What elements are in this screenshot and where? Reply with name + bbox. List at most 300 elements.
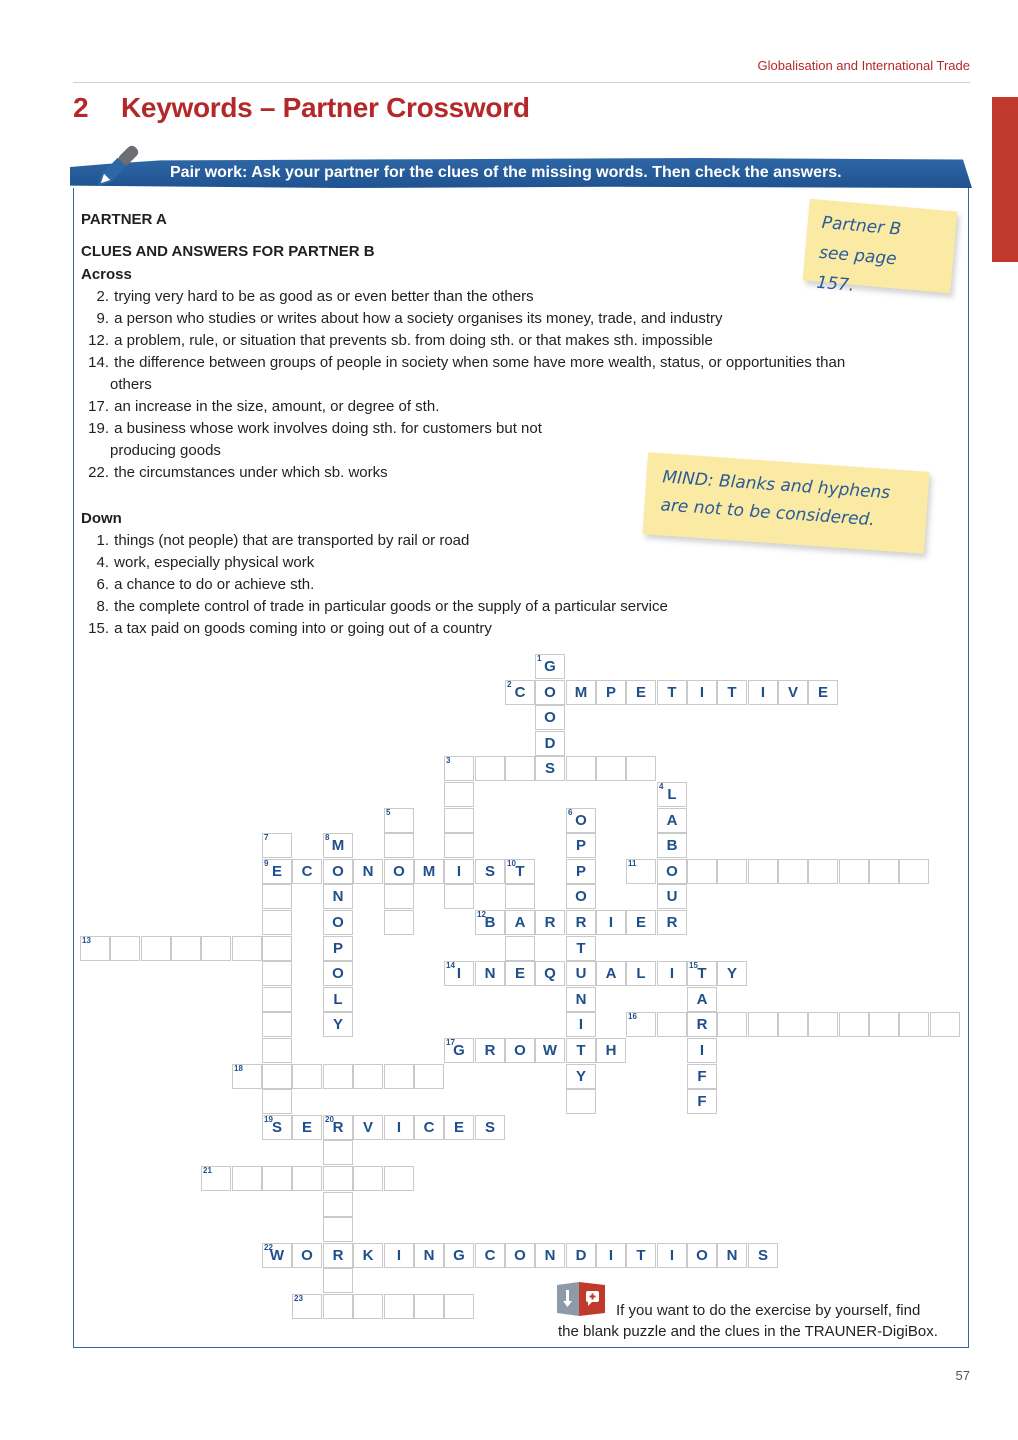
crossword-cell[interactable] xyxy=(748,1012,778,1037)
cell-number: 6 xyxy=(568,808,573,817)
cell-letter: I xyxy=(578,1016,584,1033)
crossword-cell[interactable] xyxy=(414,1294,444,1319)
crossword-cell[interactable] xyxy=(535,910,565,935)
crossword-cell[interactable] xyxy=(566,910,596,935)
crossword-cell[interactable] xyxy=(566,961,596,986)
cell-number: 15 xyxy=(689,961,698,970)
crossword-cell[interactable] xyxy=(535,680,565,705)
cell-letter: M xyxy=(574,684,588,701)
cell-letter: Y xyxy=(332,1016,343,1033)
cell-letter: T xyxy=(667,684,677,701)
crossword-cell[interactable] xyxy=(566,756,596,781)
crossword-cell[interactable] xyxy=(626,1012,656,1037)
clue-number: 19. xyxy=(88,420,109,437)
crossword-cell[interactable] xyxy=(323,1012,353,1037)
crossword-cell[interactable] xyxy=(505,1243,535,1268)
crossword-cell[interactable] xyxy=(535,961,565,986)
crossword-cell[interactable] xyxy=(353,859,383,884)
crossword-cell[interactable] xyxy=(626,680,656,705)
section-number: 2 xyxy=(73,92,89,123)
down-heading: Down xyxy=(81,510,122,527)
cell-letter: B xyxy=(484,914,496,931)
cell-letter: O xyxy=(332,965,344,982)
crossword-cell[interactable] xyxy=(444,808,474,833)
crossword-cell[interactable] xyxy=(505,680,535,705)
crossword-cell[interactable] xyxy=(292,1115,322,1140)
crossword-cell[interactable] xyxy=(596,1038,626,1063)
cell-letter: O xyxy=(575,812,587,829)
clue-text: a person who studies or writes about how a society organises its money, trade, and industry xyxy=(110,310,723,327)
clue-number: 12. xyxy=(88,332,109,349)
partner-label: PARTNER A xyxy=(81,211,167,228)
crossword-cell[interactable] xyxy=(353,1243,383,1268)
clue-item xyxy=(81,552,941,574)
crossword-cell[interactable] xyxy=(262,859,292,884)
clue-text: the circumstances under which sb. works xyxy=(110,464,388,481)
crossword-cell[interactable] xyxy=(657,884,687,909)
clue-number: 15. xyxy=(88,620,109,637)
crossword-cell[interactable] xyxy=(384,859,414,884)
crossword-cell[interactable] xyxy=(596,1243,626,1268)
crossword-cell[interactable] xyxy=(505,859,535,884)
crossword-cell[interactable] xyxy=(323,859,353,884)
running-head: Globalisation and International Trade xyxy=(757,58,970,73)
cell-letter: I xyxy=(669,965,675,982)
crossword-cell[interactable] xyxy=(444,1038,474,1063)
cell-letter: G xyxy=(544,658,556,675)
crossword-cell[interactable] xyxy=(384,1166,414,1191)
crossword-cell[interactable] xyxy=(323,961,353,986)
crossword-cell[interactable] xyxy=(444,1243,474,1268)
crossword-cell[interactable] xyxy=(384,910,414,935)
cell-number: 3 xyxy=(446,756,451,765)
cell-letter: R xyxy=(332,1247,344,1264)
crossword-cell[interactable] xyxy=(292,1064,322,1089)
crossword-cell[interactable] xyxy=(232,1166,262,1191)
cell-letter: I xyxy=(760,684,766,701)
crossword-cell[interactable] xyxy=(657,782,687,807)
cell-letter: A xyxy=(696,991,708,1008)
cell-letter: A xyxy=(605,965,617,982)
crossword-cell[interactable] xyxy=(839,859,869,884)
crossword-cell[interactable] xyxy=(748,680,778,705)
cell-letter: I xyxy=(456,863,462,880)
cell-number: 19 xyxy=(264,1115,273,1124)
cell-letter: R xyxy=(696,1016,708,1033)
crossword-cell[interactable] xyxy=(384,833,414,858)
crossword-cell[interactable] xyxy=(323,1166,353,1191)
crossword-cell[interactable] xyxy=(323,1140,353,1165)
cell-letter: E xyxy=(271,863,282,880)
crossword-cell[interactable] xyxy=(262,1243,292,1268)
cell-letter: O xyxy=(544,709,556,726)
cell-letter: F xyxy=(697,1068,707,1085)
crossword-cell[interactable] xyxy=(201,1166,231,1191)
crossword-cell[interactable] xyxy=(475,1115,505,1140)
crossword-cell[interactable] xyxy=(475,756,505,781)
crossword-cell[interactable] xyxy=(687,859,717,884)
crossword-cell[interactable] xyxy=(687,1064,717,1089)
crossword-cell[interactable] xyxy=(505,936,535,961)
crossword-cell[interactable] xyxy=(566,884,596,909)
cell-letter: U xyxy=(575,965,587,982)
crossword-cell[interactable] xyxy=(323,1217,353,1242)
cell-letter: T xyxy=(636,1247,646,1264)
cell-number: 13 xyxy=(82,936,91,945)
crossword-cell[interactable] xyxy=(687,1038,717,1063)
cell-number: 1 xyxy=(537,654,542,663)
crossword-cell[interactable] xyxy=(475,910,505,935)
crossword-cell[interactable] xyxy=(323,936,353,961)
cell-letter: P xyxy=(575,837,586,854)
cell-letter: P xyxy=(605,684,616,701)
crossword-cell[interactable] xyxy=(566,1012,596,1037)
crossword-cell[interactable] xyxy=(323,884,353,909)
crossword-cell[interactable] xyxy=(869,859,899,884)
cell-letter: I xyxy=(456,965,462,982)
crossword-cell[interactable] xyxy=(353,1064,383,1089)
crossword-cell[interactable] xyxy=(657,859,687,884)
cell-letter: Y xyxy=(575,1068,586,1085)
crossword-cell[interactable] xyxy=(141,936,171,961)
note-line: are not to be considered. xyxy=(659,495,876,531)
cell-number: 20 xyxy=(325,1115,334,1124)
cell-letter: L xyxy=(667,786,677,803)
crossword-cell[interactable] xyxy=(717,1243,747,1268)
page-number: 57 xyxy=(955,1368,970,1383)
cell-letter: S xyxy=(271,1119,282,1136)
note-line: MIND: Blanks and hyphens xyxy=(661,467,891,504)
crossword-cell[interactable] xyxy=(930,1012,960,1037)
cell-letter: E xyxy=(301,1119,312,1136)
cell-letter: I xyxy=(699,684,705,701)
crossword-cell[interactable] xyxy=(353,1166,383,1191)
crossword-cell[interactable] xyxy=(475,1038,505,1063)
crossword-cell[interactable] xyxy=(505,884,535,909)
crossword-cell[interactable] xyxy=(657,1012,687,1037)
crossword-cell[interactable] xyxy=(444,961,474,986)
crossword-cell[interactable] xyxy=(262,910,292,935)
crossword-cell[interactable] xyxy=(657,961,687,986)
clue-number: 14. xyxy=(88,354,109,371)
crossword-cell[interactable] xyxy=(566,1243,596,1268)
crossword-cell[interactable] xyxy=(262,1064,292,1089)
cell-letter: A xyxy=(666,812,678,829)
cell-letter: C xyxy=(484,1247,496,1264)
crossword-cell[interactable] xyxy=(384,1243,414,1268)
clue-number: 17. xyxy=(88,398,109,415)
cell-letter: O xyxy=(514,1247,526,1264)
crossword-cell[interactable] xyxy=(717,961,747,986)
crossword-cell[interactable] xyxy=(292,1243,322,1268)
crossword-cell[interactable] xyxy=(262,936,292,961)
clue-item xyxy=(81,330,941,352)
cell-letter: O xyxy=(514,1042,526,1059)
crossword-cell[interactable] xyxy=(566,987,596,1012)
crossword-cell[interactable] xyxy=(384,1115,414,1140)
crossword-cell[interactable] xyxy=(535,731,565,756)
crossword-cell[interactable] xyxy=(384,884,414,909)
crossword-cell[interactable] xyxy=(687,1089,717,1114)
crossword-cell[interactable] xyxy=(353,1115,383,1140)
cell-letter: E xyxy=(635,684,646,701)
clue-number: 4. xyxy=(96,554,109,571)
crossword-cell[interactable] xyxy=(505,756,535,781)
crossword-cell[interactable] xyxy=(80,936,110,961)
clue-item xyxy=(81,396,941,418)
clue-item xyxy=(81,352,941,396)
crossword-cell[interactable] xyxy=(414,859,444,884)
crossword-cell[interactable] xyxy=(748,859,778,884)
crossword-cell[interactable] xyxy=(596,756,626,781)
cell-number: 9 xyxy=(264,859,269,868)
crossword-cell[interactable] xyxy=(414,1243,444,1268)
cell-letter: O xyxy=(575,888,587,905)
cell-letter: O xyxy=(393,863,405,880)
crossword-cell[interactable] xyxy=(566,833,596,858)
crossword-cell[interactable] xyxy=(626,910,656,935)
crossword-cell[interactable] xyxy=(535,1243,565,1268)
pen-icon xyxy=(92,142,142,192)
crossword-cell[interactable] xyxy=(414,1115,444,1140)
crossword-cell[interactable] xyxy=(657,808,687,833)
crossword-cell[interactable] xyxy=(808,1012,838,1037)
cell-letter: L xyxy=(333,991,343,1008)
cell-letter: N xyxy=(332,888,344,905)
crossword-cell[interactable] xyxy=(323,987,353,1012)
crossword-cell[interactable] xyxy=(687,987,717,1012)
crossword-cell[interactable] xyxy=(778,680,808,705)
crossword-cell[interactable] xyxy=(566,1038,596,1063)
crossword-cell[interactable] xyxy=(444,859,474,884)
crossword-cell[interactable] xyxy=(323,1268,353,1293)
crossword-cell[interactable] xyxy=(778,1012,808,1037)
crossword-cell[interactable] xyxy=(292,1166,322,1191)
crossword-cell[interactable] xyxy=(687,1012,717,1037)
cell-letter: B xyxy=(666,837,678,854)
cell-number: 14 xyxy=(446,961,455,970)
cell-letter: I xyxy=(608,1247,614,1264)
crossword-cell[interactable] xyxy=(444,782,474,807)
crossword-cell[interactable] xyxy=(566,808,596,833)
cell-letter: I xyxy=(396,1247,402,1264)
crossword-cell[interactable] xyxy=(717,680,747,705)
crossword-cell[interactable] xyxy=(899,859,929,884)
crossword-cell[interactable] xyxy=(596,680,626,705)
header-rule xyxy=(73,82,970,83)
crossword-cell[interactable] xyxy=(323,833,353,858)
crossword-cell[interactable] xyxy=(292,1294,322,1319)
cell-letter: T xyxy=(515,863,525,880)
across-heading: Across xyxy=(81,266,132,283)
crossword-cell[interactable] xyxy=(839,1012,869,1037)
cell-letter: E xyxy=(514,965,525,982)
cell-letter: T xyxy=(576,1042,586,1059)
crossword-cell[interactable] xyxy=(808,680,838,705)
note-line: see page 157. xyxy=(815,242,898,296)
crossword-cell[interactable] xyxy=(262,833,292,858)
clue-text: an increase in the size, amount, or degree of sth. xyxy=(110,398,440,415)
crossword-cell[interactable] xyxy=(687,1243,717,1268)
crossword-cell[interactable] xyxy=(505,1038,535,1063)
crossword-cell[interactable] xyxy=(323,1294,353,1319)
cell-letter: N xyxy=(484,965,496,982)
crossword-cell[interactable] xyxy=(869,1012,899,1037)
clue-number: 2. xyxy=(96,288,109,305)
cell-letter: A xyxy=(514,914,526,931)
cell-letter: I xyxy=(669,1247,675,1264)
cell-letter: N xyxy=(362,863,374,880)
crossword-cell[interactable] xyxy=(505,961,535,986)
cell-letter: E xyxy=(817,684,828,701)
crossword-cell[interactable] xyxy=(626,756,656,781)
crossword-cell[interactable] xyxy=(444,833,474,858)
crossword-cell[interactable] xyxy=(323,1064,353,1089)
crossword-cell[interactable] xyxy=(626,961,656,986)
crossword-cell[interactable] xyxy=(262,1089,292,1114)
cell-letter: M xyxy=(331,837,345,854)
crossword-cell[interactable] xyxy=(626,1243,656,1268)
cell-letter: C xyxy=(423,1119,435,1136)
cell-number: 18 xyxy=(234,1064,243,1073)
crossword-cell[interactable] xyxy=(566,1089,596,1114)
crossword-cell[interactable] xyxy=(778,859,808,884)
crossword-cell[interactable] xyxy=(535,756,565,781)
clue-item xyxy=(81,308,941,330)
crossword-cell[interactable] xyxy=(171,936,201,961)
cell-letter: R xyxy=(575,914,587,931)
crossword-cell[interactable] xyxy=(657,680,687,705)
digibox-text: If you want to do the exercise by yourself, find xyxy=(616,1302,921,1319)
crossword-cell[interactable] xyxy=(566,680,596,705)
crossword-cell[interactable] xyxy=(899,1012,929,1037)
clue-text: things (not people) that are transported by rail or road xyxy=(110,532,470,549)
crossword-cell[interactable] xyxy=(596,910,626,935)
clues-heading: CLUES AND ANSWERS FOR PARTNER B xyxy=(81,243,375,260)
cell-number: 4 xyxy=(659,782,664,791)
crossword-cell[interactable] xyxy=(384,1064,414,1089)
crossword-cell[interactable] xyxy=(262,1166,292,1191)
crossword-cell[interactable] xyxy=(717,859,747,884)
note-line: Partner B xyxy=(820,212,902,240)
crossword-cell[interactable] xyxy=(535,1038,565,1063)
cell-number: 5 xyxy=(386,808,391,817)
crossword-cell[interactable] xyxy=(444,884,474,909)
crossword-cell[interactable] xyxy=(414,1064,444,1089)
clue-text: the complete control of trade in particular goods or the supply of a particular service xyxy=(110,598,668,615)
cell-number: 8 xyxy=(325,833,330,842)
crossword-cell[interactable] xyxy=(323,910,353,935)
crossword-cell[interactable] xyxy=(566,859,596,884)
cell-letter: N xyxy=(726,1247,738,1264)
crossword-cell[interactable] xyxy=(717,1012,747,1037)
clue-text: a chance to do or achieve sth. xyxy=(110,576,315,593)
cell-letter: O xyxy=(696,1247,708,1264)
cell-letter: W xyxy=(542,1042,558,1059)
crossword-cell[interactable] xyxy=(444,1294,474,1319)
clue-item xyxy=(81,596,941,618)
crossword-cell[interactable] xyxy=(353,1294,383,1319)
cell-number: 17 xyxy=(446,1038,455,1047)
digibox-text: the blank puzzle and the clues in the TRAUNER-DigiBox. xyxy=(558,1323,938,1340)
crossword-cell[interactable] xyxy=(232,1064,262,1089)
crossword-cell[interactable] xyxy=(232,936,262,961)
cell-letter: I xyxy=(608,914,614,931)
crossword-cell[interactable] xyxy=(110,936,140,961)
crossword-cell[interactable] xyxy=(262,1038,292,1063)
crossword-cell[interactable] xyxy=(475,859,505,884)
clue-item xyxy=(81,286,941,308)
cell-letter: K xyxy=(362,1247,374,1264)
cell-letter: S xyxy=(757,1247,768,1264)
crossword-cell[interactable] xyxy=(535,705,565,730)
cell-letter: T xyxy=(697,965,707,982)
cell-letter: I xyxy=(396,1119,402,1136)
section-title: Keywords – Partner Crossword xyxy=(121,92,530,123)
crossword-cell[interactable] xyxy=(262,884,292,909)
crossword-cell[interactable] xyxy=(444,756,474,781)
cell-number: 7 xyxy=(264,833,269,842)
crossword-cell[interactable] xyxy=(475,1243,505,1268)
crossword-cell[interactable] xyxy=(535,654,565,679)
cell-letter: L xyxy=(636,965,646,982)
clue-number: 22. xyxy=(88,464,109,481)
clue-number: 1. xyxy=(96,532,109,549)
crossword-cell[interactable] xyxy=(657,1243,687,1268)
cell-number: 21 xyxy=(203,1166,212,1175)
crossword-cell[interactable] xyxy=(384,1294,414,1319)
crossword-cell[interactable] xyxy=(657,910,687,935)
crossword-cell[interactable] xyxy=(475,961,505,986)
crossword-cell[interactable] xyxy=(262,987,292,1012)
crossword-cell[interactable] xyxy=(687,961,717,986)
crossword-cell[interactable] xyxy=(687,680,717,705)
crossword-cell[interactable] xyxy=(323,1115,353,1140)
cell-letter: W xyxy=(269,1247,285,1264)
crossword-cell[interactable] xyxy=(262,961,292,986)
cell-letter: R xyxy=(484,1042,496,1059)
cell-letter: P xyxy=(332,940,343,957)
clue-text: work, especially physical work xyxy=(110,554,315,571)
crossword-cell[interactable] xyxy=(566,1064,596,1089)
clue-number: 9. xyxy=(96,310,109,327)
crossword-cell[interactable] xyxy=(262,1115,292,1140)
clue-text: a tax paid on goods coming into or going out of a country xyxy=(110,620,492,637)
crossword-cell[interactable] xyxy=(384,808,414,833)
crossword-cell[interactable] xyxy=(808,859,838,884)
crossword-cell[interactable] xyxy=(323,1243,353,1268)
crossword-cell[interactable] xyxy=(262,1012,292,1037)
crossword-cell[interactable] xyxy=(596,961,626,986)
crossword-cell[interactable] xyxy=(292,859,322,884)
cell-number: 2 xyxy=(507,680,512,689)
crossword-cell[interactable] xyxy=(566,936,596,961)
cell-letter: C xyxy=(301,863,313,880)
cell-number: 22 xyxy=(264,1243,273,1252)
cell-letter: N xyxy=(423,1247,435,1264)
cell-letter: E xyxy=(635,914,646,931)
crossword-cell[interactable] xyxy=(505,910,535,935)
crossword-cell[interactable] xyxy=(748,1243,778,1268)
crossword-cell[interactable] xyxy=(444,1115,474,1140)
crossword-cell[interactable] xyxy=(201,936,231,961)
crossword-cell[interactable] xyxy=(657,833,687,858)
crossword-cell[interactable] xyxy=(626,859,656,884)
cell-letter: D xyxy=(575,1247,587,1264)
crossword-cell[interactable] xyxy=(323,1192,353,1217)
clue-item xyxy=(81,418,941,462)
cell-number: 10 xyxy=(507,859,516,868)
